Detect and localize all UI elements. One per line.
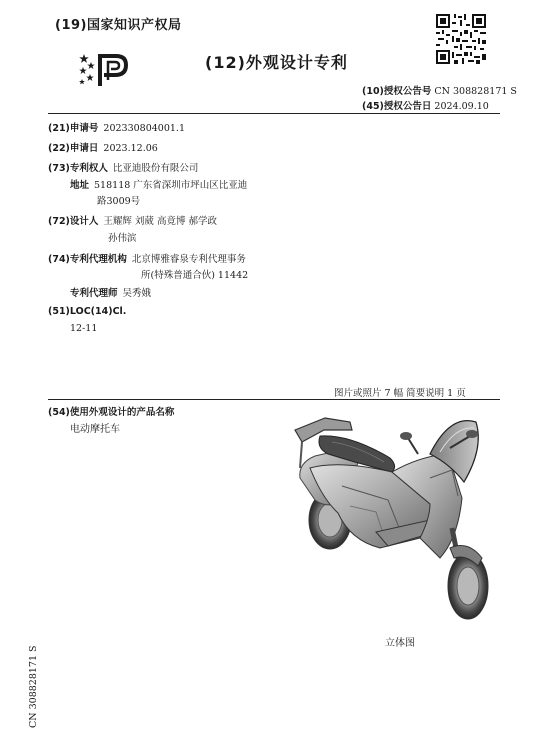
agency-label: (74)专利代理机构 [48, 254, 127, 265]
agent: 吴秀娥 [122, 288, 152, 299]
document-type-title: (12)外观设计专利 [205, 53, 348, 72]
designer-row [48, 213, 217, 227]
grant-date: 2024.09.10 [434, 101, 489, 112]
application-date-label: (22)申请日 [48, 143, 99, 154]
agency-row [48, 251, 246, 265]
grant-number-row [362, 83, 517, 97]
application-number: 202330804001.1 [103, 123, 186, 134]
grant-date-row [362, 98, 489, 112]
grant-number-label: (10)授权公告号 [362, 86, 432, 97]
designers-line-2: 孙伟滨 [108, 233, 137, 244]
header-divider [48, 113, 500, 114]
grant-date-label: (45)授权公告日 [362, 101, 432, 112]
designer-label: (72)设计人 [48, 216, 99, 227]
loc-row [48, 306, 126, 317]
application-number-label: (21)申请号 [48, 123, 99, 134]
side-patent-code: CN 308828171 S [28, 645, 39, 728]
patentee-label: (73)专利权人 [48, 163, 108, 174]
grant-number: CN 308828171 S [434, 86, 517, 97]
address-line-1: 518118 广东省深圳市坪山区比亚迪 [94, 180, 248, 191]
product-name-label: (54)使用外观设计的产品名称 [48, 407, 175, 418]
figure-caption: 立体图 [385, 638, 415, 649]
loc-value: 12-11 [70, 323, 98, 334]
motorcycle-perspective-figure [280, 408, 500, 630]
cnipa-logo-icon [78, 50, 130, 88]
application-date-row [48, 140, 158, 154]
address-line-2: 路3009号 [97, 196, 141, 207]
section-divider [48, 399, 500, 400]
office-name: (19)国家知识产权局 [55, 18, 182, 33]
application-date: 2023.12.06 [103, 143, 158, 154]
agency-line-1: 北京博雅睿泉专利代理事务 [131, 254, 246, 265]
patentee-row [48, 160, 198, 174]
address-label: 地址 [70, 180, 90, 191]
agent-row [70, 285, 151, 299]
patentee: 比亚迪股份有限公司 [112, 163, 199, 174]
loc-label: (51)LOC(14)Cl. [48, 306, 127, 317]
product-name: 电动摩托车 [70, 424, 120, 435]
agent-label: 专利代理师 [70, 288, 118, 299]
designers-line-1: 王耀辉 刘葳 高竟博 郝学政 [103, 216, 217, 227]
address-row [70, 177, 247, 191]
product-name-row [48, 404, 174, 418]
pages-info: 图片或照片 7 幅 简要说明 1 页 [334, 388, 466, 399]
qr-code-icon [436, 14, 486, 64]
agency-line-2: 所(特殊普通合伙) 11442 [141, 270, 249, 281]
application-number-row [48, 120, 185, 134]
